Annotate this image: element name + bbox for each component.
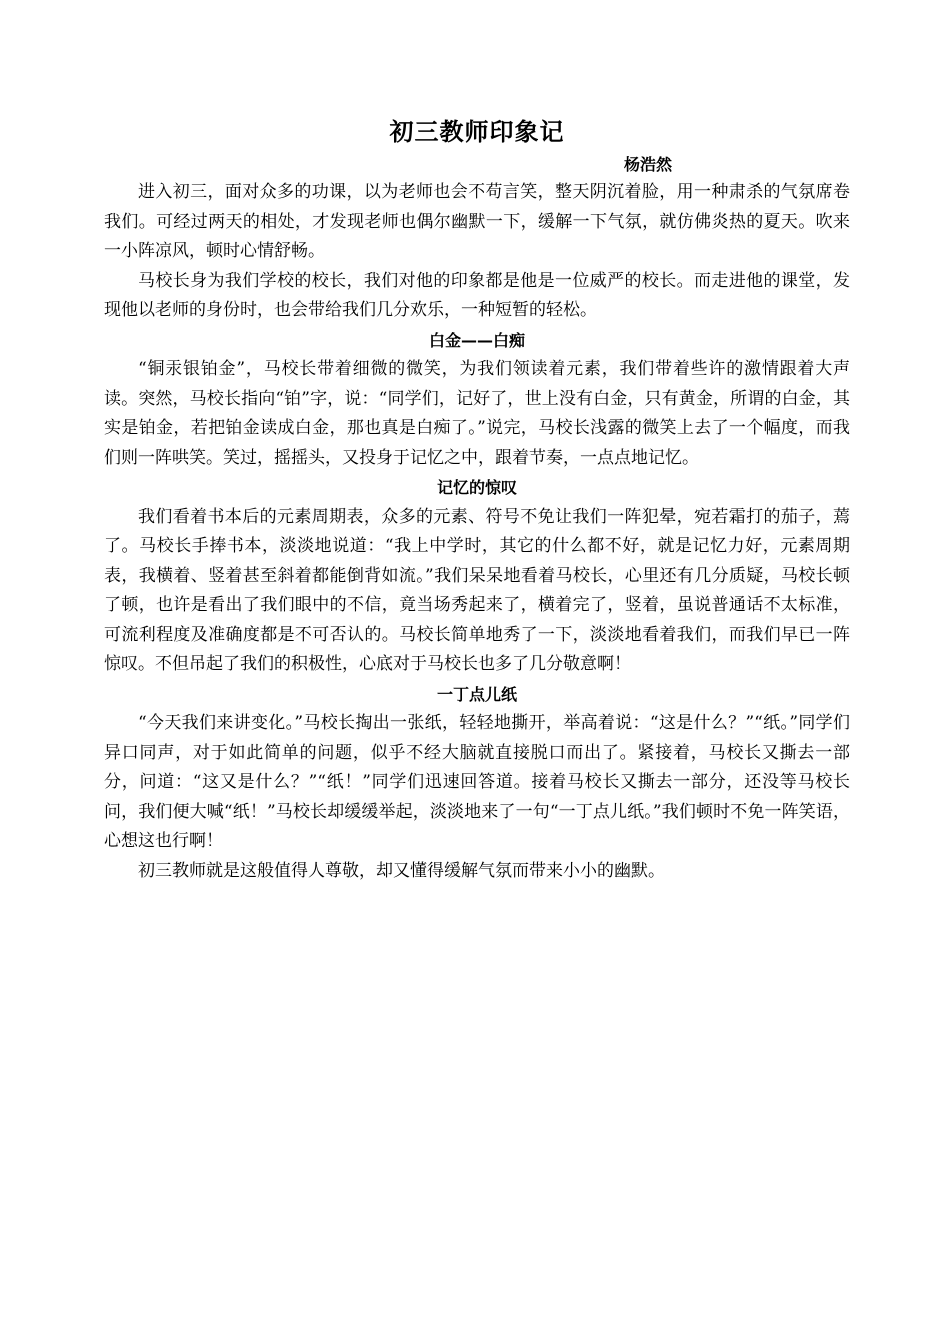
section-heading-platinum: 白金——白痴 <box>428 330 525 350</box>
document-page <box>104 112 850 886</box>
section-heading-memory: 记忆的惊叹 <box>436 478 517 497</box>
closing-paragraph: 初三教师就是这般值得人尊敬，却又懂得缓解气氛而带来小小的幽默。 <box>138 860 665 881</box>
intro-paragraph-2: 马校长身为我们学校的校长，我们对他的印象都是他是一位威严的校长。而走进他的课堂，发现他以老师的身份时，也会带给我们几分欢乐，一种短暂的轻松。 <box>104 270 850 320</box>
document-author: 杨浩然 <box>624 155 673 174</box>
section-heading-paper: 一丁点儿纸 <box>436 684 517 704</box>
intro-paragraph-1: 进入初三，面对众多的功课，以为老师也会不苟言笑，整天阴沉着脸，用一种肃杀的气氛席卷我们。可经过两天的相处，才发现老师也偶尔幽默一下，缓解一下气氛，就仿佛炎热的夏天。吹来一小阵凉风，顿时心情舒畅。 <box>104 182 850 261</box>
section-paper-paragraph-1: “今天我们来讲变化。”马校长掏出一张纸，轻轻地撕开，举高着说：“这是什么？”“纸。”同学们异口同声，对于如此简单的问题，似乎不经大脑就直接脱口而出了。紧接着，马校长又撕去一部分，问道：“这又是什么？”“纸！”同学们迅速回答道。接着马校长又撕去一部分，还没等马校长问，我们便大喊“纸！”马校长却缓缓举起，淡淡地来了一句“一丁点儿纸。”我们顿时不免一阵笑语，心想这也行啊！ <box>104 713 850 851</box>
section-memory-paragraph-1: 我们看着书本后的元素周期表，众多的元素、符号不免让我们一阵犯晕，宛若霜打的茄子，蔫了。马校长手捧书本，淡淡地说道：“我上中学时，其它的什么都不好，就是记忆力好，元素周期表，我横着、竖着甚至斜着都能倒背如流。”我们呆呆地看着马校长，心里还有几分质疑，马校长顿了顿，也许是看出了我们眼中的不信，竟当场秀起来了，横着完了，竖着，虽说普通话不太标准，可流利程度及准确度都是不可否认的。马校长简单地秀了一下，淡淡地看着我们，而我们早已一阵惊叹。不但吊起了我们的积极性，心底对于马校长也多了几分敬意啊！ <box>104 506 850 674</box>
document-title: 初三教师印象记 <box>389 118 565 146</box>
section-platinum-paragraph-1: “铜汞银铂金”，马校长带着细微的微笑，为我们领读着元素，我们带着些许的激情跟着大声读。突然，马校长指向“铂”字，说：“同学们，记好了，世上没有白金，只有黄金，所谓的白金，其实是铂金，若把铂金读成白金，那也真是白痴了。”说完，马校长浅露的微笑上去了一个幅度，而我们则一阵哄笑。笑过，摇摇头，又投身于记忆之中，跟着节奏，一点点地记忆。 <box>104 359 850 468</box>
